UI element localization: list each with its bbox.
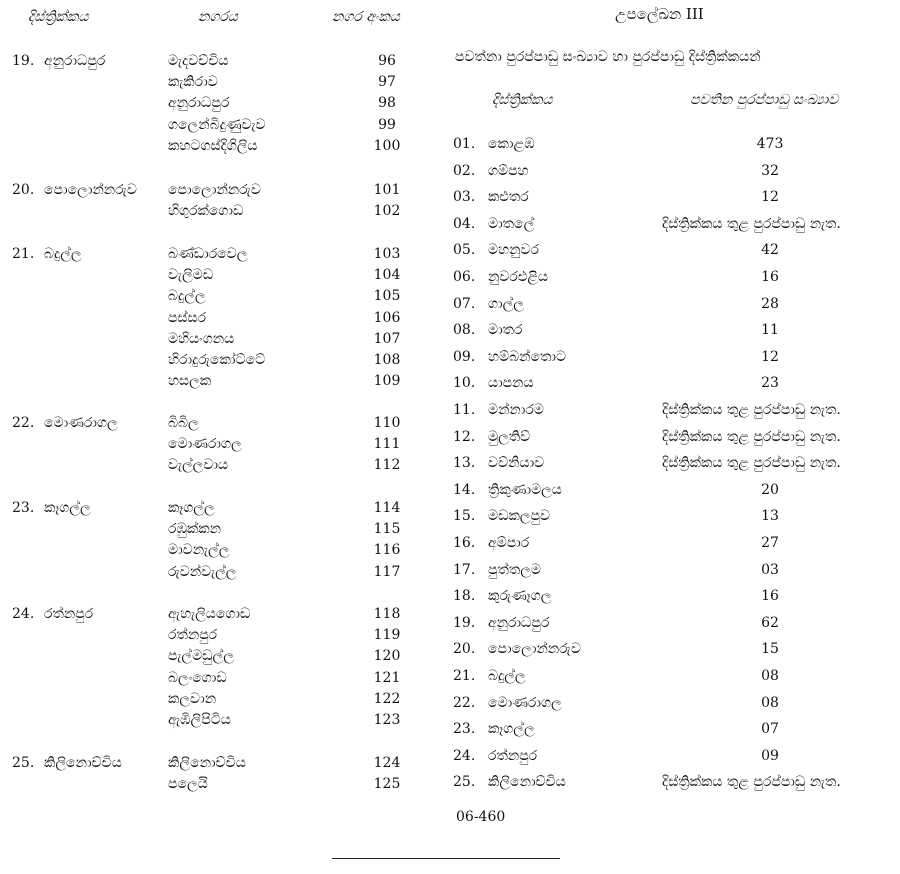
town-name: හිරාදුරුකෝට්ටේ: [168, 352, 266, 368]
town-name: හසලක: [168, 373, 212, 390]
district-name: හම්බන්තොට: [488, 348, 567, 365]
town-number: 111: [373, 436, 401, 453]
district-name: බදුල්ල: [488, 668, 526, 684]
district-name: කිලිනොච්චිය: [488, 774, 566, 791]
town-number: 106: [373, 309, 401, 326]
town-name: රුවන්වැල්ල: [168, 563, 237, 580]
district-name: වව්නියාව: [488, 455, 545, 472]
document-code: 06-460: [456, 809, 506, 825]
town-number: 121: [373, 669, 401, 686]
town-name: මාවනැල්ල: [168, 542, 230, 559]
vacancy-count: 08: [761, 694, 779, 711]
district-number: 24.: [12, 606, 35, 622]
town-number: 102: [373, 203, 401, 220]
town-number: 103: [373, 246, 401, 262]
separator-line: [332, 858, 560, 859]
town-number: 99: [378, 116, 396, 133]
district-name: අම්පාර: [488, 535, 530, 551]
schedule-subtitle: පවත්නා පුරප්පාඩු සංඛ්‍යාව හා පුරප්පාඩු දිස්ත්‍රික්කයන්: [455, 49, 761, 65]
district-name: කොළඹ: [488, 136, 535, 152]
district-name: කුරුණෑගල: [488, 588, 552, 605]
vacancy-row: [440, 505, 900, 527]
district-name: පුත්තලම: [488, 561, 541, 578]
district-name: පොලොන්නරුව: [488, 641, 581, 658]
district-name: ත්‍රිකුණාමලය: [488, 481, 562, 498]
vacancy-count: දිස්ත්‍රික්කය තුළ පුරප්පාඩු නැත.: [662, 455, 841, 472]
district-name: මහනුවර: [488, 242, 539, 259]
row-number: 25.: [453, 774, 476, 791]
vacancy-count: 28: [761, 295, 779, 312]
town-number: 124: [373, 755, 401, 771]
vacancy-count: 20: [761, 481, 779, 498]
vacancy-count: 15: [761, 641, 779, 658]
row-number: 21.: [453, 668, 476, 684]
town-number: 119: [373, 627, 401, 644]
district-number: 20.: [12, 182, 35, 198]
district-name: බදුල්ල: [44, 246, 82, 262]
town-number: 116: [373, 542, 401, 559]
vacancy-count: 03: [761, 561, 779, 578]
town-name: අනුරාධපුර: [168, 95, 230, 112]
row-number: 01.: [453, 136, 476, 152]
row-number: 02.: [453, 162, 476, 179]
town-number: 100: [373, 137, 401, 154]
district-number: 23.: [12, 500, 35, 516]
town-name: බලංගොඩ: [168, 669, 227, 686]
row-number: 10.: [453, 375, 476, 392]
town-name: රඹුක්කන: [168, 521, 221, 538]
vacancy-row: [440, 745, 900, 767]
district-name: රත්නපුර: [488, 747, 538, 764]
row-number: 17.: [453, 561, 476, 578]
town-number: 114: [373, 500, 401, 516]
vacancy-count: 27: [761, 535, 779, 551]
district-name: මොණරාගල: [44, 415, 118, 431]
vacancy-count: දිස්ත්‍රික්කය තුළ පුරප්පාඩු නැත.: [662, 402, 841, 418]
town-number: 120: [373, 648, 401, 665]
town-name: පොලොන්නරුව: [168, 182, 261, 198]
town-name: වැල්ලවාය: [168, 457, 229, 474]
vacancy-count: 07: [761, 721, 779, 738]
town-number: 105: [373, 288, 401, 305]
row-number: 20.: [453, 641, 476, 658]
row-number: 15.: [453, 508, 476, 525]
town-number: 110: [373, 415, 401, 431]
vacancy-row: [440, 372, 900, 394]
town-number: 112: [373, 457, 401, 474]
vacancy-row: [440, 479, 900, 501]
header-district: දිස්ත්‍රික්කය: [28, 9, 89, 25]
district-number: 19.: [12, 53, 35, 69]
vacancy-count: දිස්ත්‍රික්කය තුළ පුරප්පාඩු නැත.: [662, 215, 841, 232]
district-name: මඩකලපුව: [488, 508, 551, 525]
vacancy-row: [440, 718, 900, 740]
vacancy-count: 13: [761, 508, 779, 525]
row-number: 11.: [453, 402, 476, 418]
vacancy-row: [440, 532, 900, 554]
town-number: 108: [373, 352, 401, 368]
town-number: 97: [378, 74, 396, 91]
vacancy-row: [440, 771, 900, 793]
town-name: රත්නපුර: [168, 627, 218, 644]
vacancy-row: [440, 585, 900, 607]
row-number: 13.: [453, 455, 476, 472]
row-number: 14.: [453, 481, 476, 498]
district-number: 22.: [12, 415, 35, 431]
town-name: වැලිමඩ: [168, 267, 214, 284]
town-name: මහියංගනය: [168, 330, 235, 347]
town-name: කිලිනොච්චිය: [168, 755, 246, 771]
town-number: 109: [373, 373, 401, 390]
vacancy-count: 09: [761, 747, 779, 764]
district-name: පොලොන්නරුව: [44, 182, 137, 198]
district-name: රත්නපුර: [44, 606, 94, 622]
town-number: 101: [373, 182, 401, 198]
town-number: 122: [373, 690, 401, 707]
vacancy-row: [440, 239, 900, 261]
header-district: දිස්ත්‍රික්කය: [492, 92, 553, 108]
district-name: කිලිනොච්චිය: [44, 755, 122, 771]
town-name: කහටගස්දිගිලිය: [168, 137, 258, 154]
town-name: බණ්ඩාරවෙල: [168, 246, 248, 262]
vacancy-row: [440, 692, 900, 714]
district-name: මාතලේ: [488, 215, 535, 232]
vacancy-count: දිස්ත්‍රික්කය තුළ පුරප්පාඩු නැත.: [662, 428, 841, 445]
town-number: 104: [373, 267, 401, 284]
town-name: මොණරාගල: [168, 436, 242, 453]
row-number: 19.: [453, 614, 476, 631]
town-name: කලවාන: [168, 690, 217, 707]
district-name: මාතර: [488, 322, 523, 339]
vacancy-count: 62: [761, 614, 779, 631]
district-name: කෑගල්ල: [44, 500, 91, 516]
town-number: 115: [373, 521, 401, 538]
row-number: 03.: [453, 189, 476, 206]
district-name: ගාල්ල: [488, 295, 524, 312]
row-number: 12.: [453, 428, 476, 445]
district-number: 21.: [12, 246, 35, 262]
vacancy-row: [440, 319, 900, 341]
town-name: කෑගල්ල: [168, 500, 215, 516]
town-name: ඇහැලියගොඩ: [168, 606, 251, 622]
vacancy-row: [440, 160, 900, 182]
row-number: 06.: [453, 269, 476, 285]
vacancy-row: [440, 266, 900, 288]
schedule-title: උපලේඛන III: [615, 5, 704, 23]
vacancy-count: 16: [761, 269, 779, 285]
district-name: යාපනය: [488, 375, 534, 392]
vacancy-row: [440, 426, 900, 448]
vacancy-row: [440, 293, 900, 315]
vacancy-row: [440, 452, 900, 474]
vacancy-count: 11: [761, 322, 779, 339]
district-name: කළුතර: [488, 189, 529, 206]
district-name: අනුරාධපුර: [488, 614, 550, 631]
vacancy-row: [440, 213, 900, 235]
town-number: 96: [378, 53, 396, 69]
row-number: 24.: [453, 747, 476, 764]
district-name: නුවරඑළිය: [488, 269, 549, 285]
vacancy-count: 08: [761, 668, 779, 684]
town-name: පැල්මඩුල්ල: [168, 648, 234, 665]
header-vacancies: පවතින පුරප්පාඩු සංඛ්‍යාව: [690, 92, 839, 108]
vacancy-row: [440, 186, 900, 208]
town-name: මැදවච්චිය: [168, 53, 229, 69]
vacancy-count: 23: [761, 375, 779, 392]
vacancy-count: 12: [761, 348, 779, 365]
town-name: ඇඹිලිපිටිය: [168, 712, 231, 728]
town-name: කැකිරාව: [168, 74, 218, 91]
vacancy-count: 473: [756, 136, 784, 152]
row-number: 16.: [453, 535, 476, 551]
district-name: කෑගල්ල: [488, 721, 535, 738]
vacancy-count: 42: [761, 242, 779, 259]
row-number: 07.: [453, 295, 476, 312]
vacancy-row: [440, 399, 900, 421]
district-name: මන්නාරම: [488, 402, 544, 418]
row-number: 23.: [453, 721, 476, 738]
vacancy-row: [440, 612, 900, 634]
town-number: 118: [373, 606, 401, 622]
town-name: හිගුරක්ගොඩ: [168, 203, 244, 220]
town-name: බිබිල: [168, 415, 199, 431]
row-number: 22.: [453, 694, 476, 711]
district-name: අනුරාධපුර: [44, 53, 106, 69]
town-name: බදුල්ල: [168, 288, 206, 305]
district-name: ගම්පහ: [488, 162, 529, 179]
header-town: නගරය: [198, 9, 238, 25]
district-number: 25.: [12, 755, 35, 771]
town-name: ගලෙන්බිදුණුවැව: [168, 116, 266, 133]
row-number: 05.: [453, 242, 476, 259]
vacancy-row: [440, 346, 900, 368]
row-number: 08.: [453, 322, 476, 339]
header-town-number: නගර අංකය: [332, 9, 400, 25]
town-number: 125: [373, 776, 401, 793]
town-number: 117: [373, 563, 401, 580]
vacancy-row: [440, 133, 900, 155]
town-number: 107: [373, 330, 401, 347]
row-number: 18.: [453, 588, 476, 605]
row-number: 04.: [453, 215, 476, 232]
town-name: පස්සර: [168, 309, 207, 326]
district-name: මුලතිව්: [488, 428, 531, 445]
vacancy-count: 16: [761, 588, 779, 605]
vacancy-count: දිස්ත්‍රික්කය තුළ පුරප්පාඩු නැත.: [662, 774, 841, 791]
town-number: 123: [373, 712, 401, 728]
vacancy-count: 12: [761, 189, 779, 206]
town-number: 98: [378, 95, 396, 112]
vacancy-count: 32: [761, 162, 779, 179]
vacancy-row: [440, 665, 900, 687]
vacancy-row: [440, 638, 900, 660]
town-name: පලෙයි: [168, 776, 208, 793]
vacancy-row: [440, 559, 900, 581]
district-name: මොණරාගල: [488, 694, 562, 711]
row-number: 09.: [453, 348, 476, 365]
